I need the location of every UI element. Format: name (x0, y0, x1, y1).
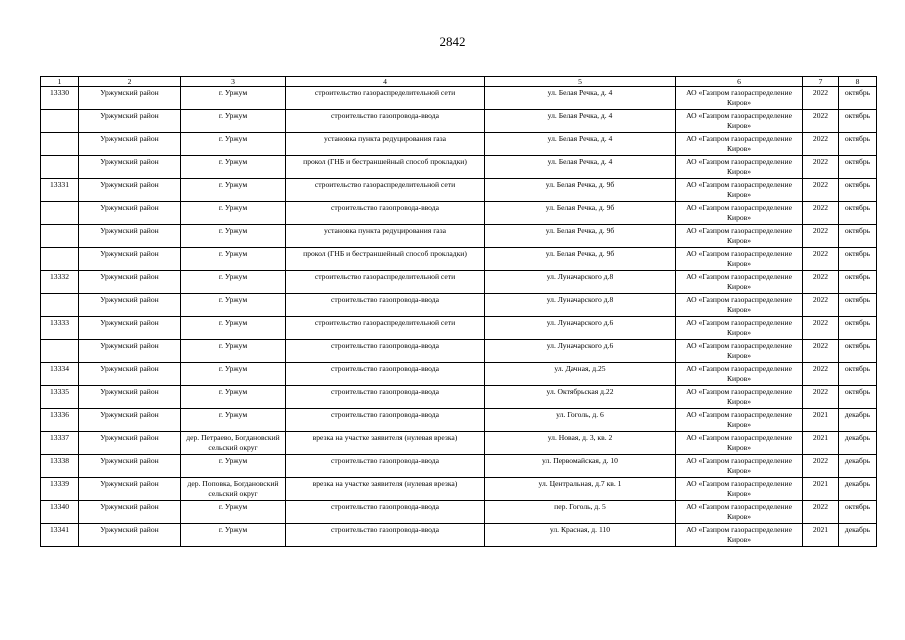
entry-number-cell: 13334 (41, 363, 79, 386)
organization-cell: АО «Газпром газораспределение Киров» (676, 271, 803, 294)
work-type-cell: прокол (ГНБ и бестраншейный способ прокладки) (286, 156, 485, 179)
settlement-cell: г. Уржум (181, 524, 286, 547)
month-cell: октябрь (839, 202, 877, 225)
month-cell: октябрь (839, 87, 877, 110)
work-type-cell: строительство газопровода-ввода (286, 501, 485, 524)
organization-cell: АО «Газпром газораспределение Киров» (676, 386, 803, 409)
settlement-cell: г. Уржум (181, 179, 286, 202)
district-cell: Уржумский район (79, 478, 181, 501)
address-cell: ул. Белая Речка, д. 9б (485, 248, 676, 271)
work-type-cell: строительство газопровода-ввода (286, 202, 485, 225)
entry-number-cell (41, 248, 79, 271)
month-cell: октябрь (839, 248, 877, 271)
settlement-cell: г. Уржум (181, 271, 286, 294)
table-row (41, 179, 877, 202)
settlement-cell: г. Уржум (181, 156, 286, 179)
work-type-cell: строительство газопровода-ввода (286, 455, 485, 478)
month-cell: октябрь (839, 386, 877, 409)
district-cell: Уржумский район (79, 110, 181, 133)
district-cell: Уржумский район (79, 294, 181, 317)
table-row (41, 225, 877, 248)
settlement-cell: г. Уржум (181, 87, 286, 110)
registry-table (40, 76, 877, 547)
table-row (41, 386, 877, 409)
month-cell: октябрь (839, 156, 877, 179)
entry-number-cell: 13331 (41, 179, 79, 202)
work-type-cell: строительство газораспределительной сети (286, 179, 485, 202)
district-cell: Уржумский район (79, 248, 181, 271)
district-cell: Уржумский район (79, 432, 181, 455)
settlement-cell: г. Уржум (181, 294, 286, 317)
work-type-cell: строительство газопровода-ввода (286, 386, 485, 409)
year-cell: 2022 (803, 110, 839, 133)
month-cell: октябрь (839, 340, 877, 363)
year-cell: 2022 (803, 179, 839, 202)
entry-number-cell (41, 294, 79, 317)
settlement-cell: дер. Петраево, Богдановский сельский округ (181, 432, 286, 455)
entry-number-cell (41, 156, 79, 179)
organization-cell: АО «Газпром газораспределение Киров» (676, 179, 803, 202)
address-cell: ул. Первомайская, д. 10 (485, 455, 676, 478)
district-cell: Уржумский район (79, 363, 181, 386)
address-cell: ул. Красная, д. 110 (485, 524, 676, 547)
page-number: 2842 (439, 34, 466, 49)
entry-number-cell: 13339 (41, 478, 79, 501)
address-cell: ул. Белая Речка, д. 9б (485, 202, 676, 225)
year-cell: 2022 (803, 386, 839, 409)
district-cell: Уржумский район (79, 317, 181, 340)
table-row (41, 455, 877, 478)
entry-number-cell: 13336 (41, 409, 79, 432)
settlement-cell: г. Уржум (181, 501, 286, 524)
organization-cell: АО «Газпром газораспределение Киров» (676, 294, 803, 317)
district-cell: Уржумский район (79, 386, 181, 409)
address-cell: ул. Белая Речка, д. 9б (485, 225, 676, 248)
organization-cell: АО «Газпром газораспределение Киров» (676, 524, 803, 547)
month-cell: октябрь (839, 501, 877, 524)
district-cell: Уржумский район (79, 179, 181, 202)
work-type-cell: строительство газопровода-ввода (286, 294, 485, 317)
organization-cell: АО «Газпром газораспределение Киров» (676, 133, 803, 156)
table-row (41, 524, 877, 547)
month-cell: декабрь (839, 432, 877, 455)
column-header: 7 (803, 77, 839, 87)
address-cell: ул. Луначарского д.8 (485, 294, 676, 317)
table-row (41, 271, 877, 294)
organization-cell: АО «Газпром газораспределение Киров» (676, 156, 803, 179)
month-cell: декабрь (839, 455, 877, 478)
month-cell: октябрь (839, 271, 877, 294)
address-cell: ул. Центральная, д.7 кв. 1 (485, 478, 676, 501)
entry-number-cell (41, 340, 79, 363)
entry-number-cell (41, 133, 79, 156)
year-cell: 2021 (803, 409, 839, 432)
month-cell: декабрь (839, 478, 877, 501)
table-row (41, 133, 877, 156)
column-header: 6 (676, 77, 803, 87)
district-cell: Уржумский район (79, 133, 181, 156)
year-cell: 2022 (803, 363, 839, 386)
table-row (41, 340, 877, 363)
entry-number-cell (41, 202, 79, 225)
district-cell: Уржумский район (79, 87, 181, 110)
address-cell: ул. Гоголь, д. 6 (485, 409, 676, 432)
column-number-row (41, 77, 877, 87)
organization-cell: АО «Газпром газораспределение Киров» (676, 455, 803, 478)
settlement-cell: г. Уржум (181, 409, 286, 432)
address-cell: ул. Белая Речка, д. 4 (485, 156, 676, 179)
entry-number-cell: 13338 (41, 455, 79, 478)
table-row (41, 501, 877, 524)
table-row (41, 432, 877, 455)
district-cell: Уржумский район (79, 340, 181, 363)
entry-number-cell: 13332 (41, 271, 79, 294)
month-cell: октябрь (839, 225, 877, 248)
month-cell: декабрь (839, 409, 877, 432)
address-cell: ул. Октябрьская д.22 (485, 386, 676, 409)
year-cell: 2021 (803, 524, 839, 547)
address-cell: ул. Белая Речка, д. 4 (485, 87, 676, 110)
entry-number-cell (41, 225, 79, 248)
year-cell: 2022 (803, 156, 839, 179)
column-header: 2 (79, 77, 181, 87)
work-type-cell: установка пункта редуцирования газа (286, 133, 485, 156)
table-row (41, 294, 877, 317)
district-cell: Уржумский район (79, 524, 181, 547)
table-row (41, 87, 877, 110)
year-cell: 2022 (803, 340, 839, 363)
year-cell: 2022 (803, 294, 839, 317)
address-cell: пер. Гоголь, д. 5 (485, 501, 676, 524)
organization-cell: АО «Газпром газораспределение Киров» (676, 340, 803, 363)
month-cell: октябрь (839, 133, 877, 156)
district-cell: Уржумский район (79, 202, 181, 225)
table-row (41, 317, 877, 340)
work-type-cell: строительство газопровода-ввода (286, 110, 485, 133)
work-type-cell: строительство газопровода-ввода (286, 524, 485, 547)
address-cell: ул. Белая Речка, д. 4 (485, 110, 676, 133)
year-cell: 2022 (803, 225, 839, 248)
settlement-cell: г. Уржум (181, 317, 286, 340)
address-cell: ул. Новая, д. 3, кв. 2 (485, 432, 676, 455)
address-cell: ул. Луначарского д.8 (485, 271, 676, 294)
table-row (41, 202, 877, 225)
entry-number-cell: 13333 (41, 317, 79, 340)
entry-number-cell: 13337 (41, 432, 79, 455)
work-type-cell: строительство газораспределительной сети (286, 87, 485, 110)
year-cell: 2021 (803, 432, 839, 455)
work-type-cell: прокол (ГНБ и бестраншейный способ прокладки) (286, 248, 485, 271)
organization-cell: АО «Газпром газораспределение Киров» (676, 363, 803, 386)
settlement-cell: дер. Поповка, Богдановский сельский округ (181, 478, 286, 501)
settlement-cell: г. Уржум (181, 110, 286, 133)
address-cell: ул. Белая Речка, д. 9б (485, 179, 676, 202)
work-type-cell: строительство газораспределительной сети (286, 317, 485, 340)
district-cell: Уржумский район (79, 501, 181, 524)
table-row (41, 248, 877, 271)
column-header: 4 (286, 77, 485, 87)
settlement-cell: г. Уржум (181, 340, 286, 363)
address-cell: ул. Луначарского д.6 (485, 340, 676, 363)
column-header: 1 (41, 77, 79, 87)
district-cell: Уржумский район (79, 225, 181, 248)
column-header: 8 (839, 77, 877, 87)
year-cell: 2021 (803, 478, 839, 501)
year-cell: 2022 (803, 248, 839, 271)
work-type-cell: строительство газопровода-ввода (286, 409, 485, 432)
organization-cell: АО «Газпром газораспределение Киров» (676, 110, 803, 133)
address-cell: ул. Белая Речка, д. 4 (485, 133, 676, 156)
year-cell: 2022 (803, 87, 839, 110)
organization-cell: АО «Газпром газораспределение Киров» (676, 87, 803, 110)
settlement-cell: г. Уржум (181, 248, 286, 271)
settlement-cell: г. Уржум (181, 202, 286, 225)
work-type-cell: строительство газопровода-ввода (286, 340, 485, 363)
settlement-cell: г. Уржум (181, 133, 286, 156)
organization-cell: АО «Газпром газораспределение Киров» (676, 478, 803, 501)
organization-cell: АО «Газпром газораспределение Киров» (676, 225, 803, 248)
entry-number-cell: 13335 (41, 386, 79, 409)
entry-number-cell: 13340 (41, 501, 79, 524)
column-header: 5 (485, 77, 676, 87)
table-row (41, 110, 877, 133)
table-row (41, 409, 877, 432)
month-cell: октябрь (839, 317, 877, 340)
organization-cell: АО «Газпром газораспределение Киров» (676, 317, 803, 340)
table-row (41, 363, 877, 386)
year-cell: 2022 (803, 455, 839, 478)
year-cell: 2022 (803, 501, 839, 524)
month-cell: октябрь (839, 294, 877, 317)
settlement-cell: г. Уржум (181, 386, 286, 409)
table-row (41, 156, 877, 179)
year-cell: 2022 (803, 133, 839, 156)
work-type-cell: строительство газораспределительной сети (286, 271, 485, 294)
month-cell: декабрь (839, 524, 877, 547)
year-cell: 2022 (803, 271, 839, 294)
address-cell: ул. Луначарского д.6 (485, 317, 676, 340)
year-cell: 2022 (803, 202, 839, 225)
entry-number-cell: 13330 (41, 87, 79, 110)
organization-cell: АО «Газпром газораспределение Киров» (676, 432, 803, 455)
district-cell: Уржумский район (79, 455, 181, 478)
table-body (41, 87, 877, 547)
work-type-cell: установка пункта редуцирования газа (286, 225, 485, 248)
settlement-cell: г. Уржум (181, 225, 286, 248)
organization-cell: АО «Газпром газораспределение Киров» (676, 202, 803, 225)
month-cell: октябрь (839, 179, 877, 202)
entry-number-cell: 13341 (41, 524, 79, 547)
district-cell: Уржумский район (79, 409, 181, 432)
year-cell: 2022 (803, 317, 839, 340)
work-type-cell: врезка на участке заявителя (нулевая врезка) (286, 478, 485, 501)
settlement-cell: г. Уржум (181, 455, 286, 478)
address-cell: ул. Дачная, д.25 (485, 363, 676, 386)
organization-cell: АО «Газпром газораспределение Киров» (676, 248, 803, 271)
organization-cell: АО «Газпром газораспределение Киров» (676, 501, 803, 524)
district-cell: Уржумский район (79, 271, 181, 294)
column-header: 3 (181, 77, 286, 87)
month-cell: октябрь (839, 110, 877, 133)
work-type-cell: строительство газопровода-ввода (286, 363, 485, 386)
organization-cell: АО «Газпром газораспределение Киров» (676, 409, 803, 432)
table-row (41, 478, 877, 501)
work-type-cell: врезка на участке заявителя (нулевая врезка) (286, 432, 485, 455)
entry-number-cell (41, 110, 79, 133)
settlement-cell: г. Уржум (181, 363, 286, 386)
district-cell: Уржумский район (79, 156, 181, 179)
month-cell: октябрь (839, 363, 877, 386)
